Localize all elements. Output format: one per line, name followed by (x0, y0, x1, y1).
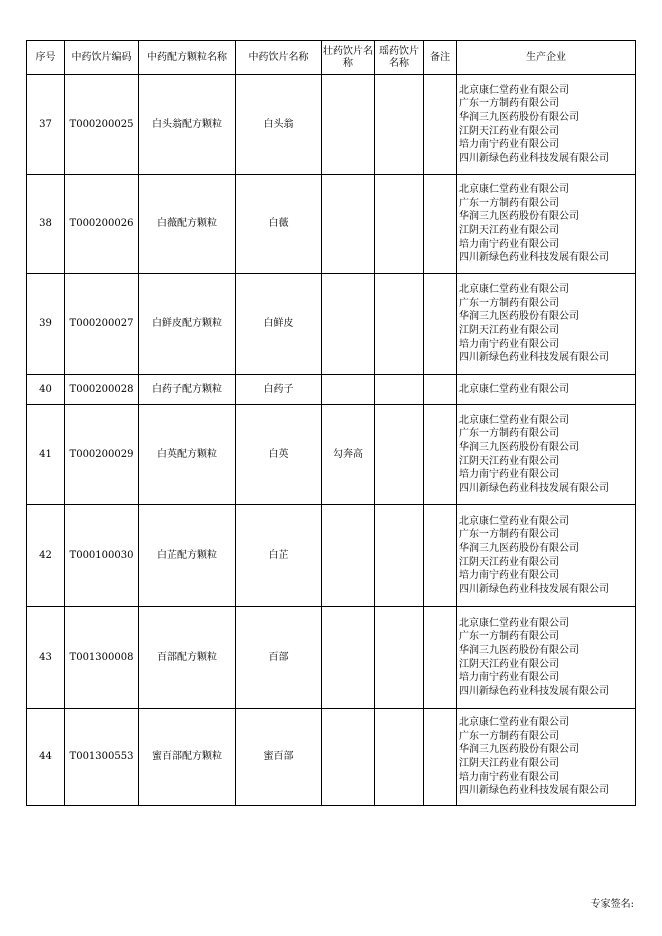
manufacturer-name: 北京康仁堂药业有限公司 (459, 414, 569, 426)
manufacturer-name: 四川新绿色药业科技发展有限公司 (459, 785, 609, 797)
cell-zhuang-name (322, 75, 375, 175)
manufacturer-name: 江阴天江药业有限公司 (459, 758, 559, 769)
cell-herb-name: 百部 (236, 607, 322, 709)
cell-remark (424, 405, 457, 505)
cell-granule-name: 百部配方颗粒 (139, 607, 236, 709)
cell-granule-name: 白鲜皮配方颗粒 (139, 274, 236, 375)
cell-herb-name: 蜜百部 (236, 709, 322, 806)
header-remark: 备注 (424, 41, 457, 75)
table-row (27, 405, 636, 505)
cell-yao-name (375, 75, 424, 175)
manufacturer-name: 华润三九医药股份有限公司 (459, 644, 579, 656)
cell-herb-name: 白薇 (236, 175, 322, 274)
cell-yao-name (375, 505, 424, 607)
cell-manufacturers (457, 709, 636, 806)
cell-zhuang-name (322, 607, 375, 709)
cell-manufacturers (457, 75, 636, 175)
manufacturer-name: 培力南宁药业有限公司 (459, 771, 559, 783)
manufacturer-name: 北京康仁堂药业有限公司 (459, 617, 569, 629)
manufacturer-name: 北京康仁堂药业有限公司 (459, 383, 569, 395)
table-header-row (27, 41, 636, 75)
cell-seq: 42 (27, 505, 65, 607)
manufacturer-name: 江阴天江药业有限公司 (459, 225, 559, 236)
cell-yao-name (375, 607, 424, 709)
cell-code: T000100030 (65, 505, 139, 607)
table-row (27, 75, 636, 175)
manufacturer-name: 江阴天江药业有限公司 (459, 556, 559, 568)
cell-yao-name (375, 175, 424, 274)
manufacturer-name: 四川新绿色药业科技发展有限公司 (459, 252, 609, 264)
cell-zhuang-name (322, 375, 375, 405)
table-body (27, 75, 636, 806)
header-granule-name: 中药配方颗粒名称 (139, 41, 236, 75)
manufacturer-name: 培力南宁药业有限公司 (459, 672, 559, 684)
cell-seq: 41 (27, 405, 65, 505)
cell-herb-name: 白药子 (236, 375, 322, 405)
cell-herb-name: 白头翁 (236, 75, 322, 175)
cell-seq: 37 (27, 75, 65, 175)
manufacturer-name: 北京康仁堂药业有限公司 (459, 717, 569, 729)
manufacturer-name: 华润三九医药股份有限公司 (459, 111, 579, 123)
manufacturer-name: 广东一方制药有限公司 (459, 197, 559, 209)
cell-granule-name: 蜜百部配方颗粒 (139, 709, 236, 806)
cell-seq: 38 (27, 175, 65, 274)
header-manufacturer: 生产企业 (457, 41, 636, 75)
manufacturer-name: 培力南宁药业有限公司 (459, 238, 559, 250)
manufacturer-name: 华润三九医药股份有限公司 (459, 744, 579, 756)
cell-remark (424, 274, 457, 375)
cell-manufacturers (457, 375, 636, 405)
cell-zhuang-name: 勾奔高 (322, 405, 375, 505)
cell-seq: 40 (27, 375, 65, 405)
cell-yao-name (375, 709, 424, 806)
cell-remark (424, 505, 457, 607)
cell-manufacturers (457, 505, 636, 607)
manufacturer-name: 北京康仁堂药业有限公司 (459, 184, 569, 196)
manufacturer-name: 北京康仁堂药业有限公司 (459, 84, 569, 96)
cell-yao-name (375, 375, 424, 405)
table-row (27, 375, 636, 405)
cell-granule-name: 白薇配方颗粒 (139, 175, 236, 274)
cell-seq: 44 (27, 709, 65, 806)
cell-zhuang-name (322, 274, 375, 375)
granule-table (26, 40, 636, 806)
manufacturer-name: 广东一方制药有限公司 (459, 98, 559, 110)
manufacturer-name: 华润三九医药股份有限公司 (459, 542, 579, 554)
cell-remark (424, 607, 457, 709)
manufacturer-name: 培力南宁药业有限公司 (459, 338, 559, 350)
header-zhuang-name: 壮药饮片名称 (322, 41, 375, 75)
manufacturer-name: 华润三九医药股份有限公司 (459, 441, 579, 453)
manufacturer-name: 培力南宁药业有限公司 (459, 139, 559, 151)
manufacturer-name: 华润三九医药股份有限公司 (459, 211, 579, 223)
table-row (27, 709, 636, 806)
manufacturer-name: 广东一方制药有限公司 (459, 529, 559, 541)
manufacturer-name: 江阴天江药业有限公司 (459, 125, 559, 137)
cell-zhuang-name (322, 175, 375, 274)
manufacturer-name: 培力南宁药业有限公司 (459, 570, 559, 582)
cell-code: T001300008 (65, 607, 139, 709)
table-row (27, 175, 636, 274)
cell-zhuang-name (322, 709, 375, 806)
cell-herb-name: 白英 (236, 405, 322, 505)
manufacturer-name: 江阴天江药业有限公司 (459, 455, 559, 467)
cell-granule-name: 白头翁配方颗粒 (139, 75, 236, 175)
cell-seq: 39 (27, 274, 65, 375)
cell-code: T000200025 (65, 75, 139, 175)
cell-granule-name: 白英配方颗粒 (139, 405, 236, 505)
cell-granule-name: 白芷配方颗粒 (139, 505, 236, 607)
cell-code: T001300553 (65, 709, 139, 806)
manufacturer-name: 四川新绿色药业科技发展有限公司 (459, 152, 609, 164)
manufacturer-name: 广东一方制药有限公司 (459, 631, 559, 643)
cell-code: T000200027 (65, 274, 139, 375)
table-row (27, 274, 636, 375)
manufacturer-name: 四川新绿色药业科技发展有限公司 (459, 482, 609, 494)
header-herb-name: 中药饮片名称 (236, 41, 322, 75)
cell-manufacturers (457, 405, 636, 505)
cell-code: T000200026 (65, 175, 139, 274)
manufacturer-name: 江阴天江药业有限公司 (459, 325, 559, 336)
cell-remark (424, 709, 457, 806)
expert-signature-label: 专家签名: (590, 899, 634, 910)
cell-remark (424, 375, 457, 405)
manufacturer-name: 北京康仁堂药业有限公司 (459, 284, 569, 296)
cell-seq: 43 (27, 607, 65, 709)
cell-code: T000200029 (65, 405, 139, 505)
manufacturer-name: 四川新绿色药业科技发展有限公司 (459, 352, 609, 364)
cell-granule-name: 白药子配方颗粒 (139, 375, 236, 405)
header-yao-name: 瑶药饮片名称 (375, 41, 424, 75)
cell-zhuang-name (322, 505, 375, 607)
table-row (27, 607, 636, 709)
cell-code: T000200028 (65, 375, 139, 405)
cell-herb-name: 白芷 (236, 505, 322, 607)
manufacturer-name: 广东一方制药有限公司 (459, 730, 559, 742)
table-row (27, 505, 636, 607)
cell-herb-name: 白鲜皮 (236, 274, 322, 375)
header-code: 中药饮片编码 (65, 41, 139, 75)
cell-manufacturers (457, 274, 636, 375)
cell-manufacturers (457, 607, 636, 709)
manufacturer-name: 广东一方制药有限公司 (459, 428, 559, 440)
manufacturer-name: 四川新绿色药业科技发展有限公司 (459, 685, 609, 697)
cell-manufacturers (457, 175, 636, 274)
manufacturer-name: 四川新绿色药业科技发展有限公司 (459, 583, 609, 595)
manufacturer-name: 江阴天江药业有限公司 (459, 658, 559, 670)
cell-yao-name (375, 405, 424, 505)
manufacturer-name: 华润三九医药股份有限公司 (459, 311, 579, 323)
cell-remark (424, 175, 457, 274)
cell-remark (424, 75, 457, 175)
manufacturer-name: 北京康仁堂药业有限公司 (459, 515, 569, 527)
manufacturer-name: 培力南宁药业有限公司 (459, 469, 559, 481)
manufacturer-name: 广东一方制药有限公司 (459, 297, 559, 309)
cell-yao-name (375, 274, 424, 375)
header-seq: 序号 (27, 41, 65, 75)
